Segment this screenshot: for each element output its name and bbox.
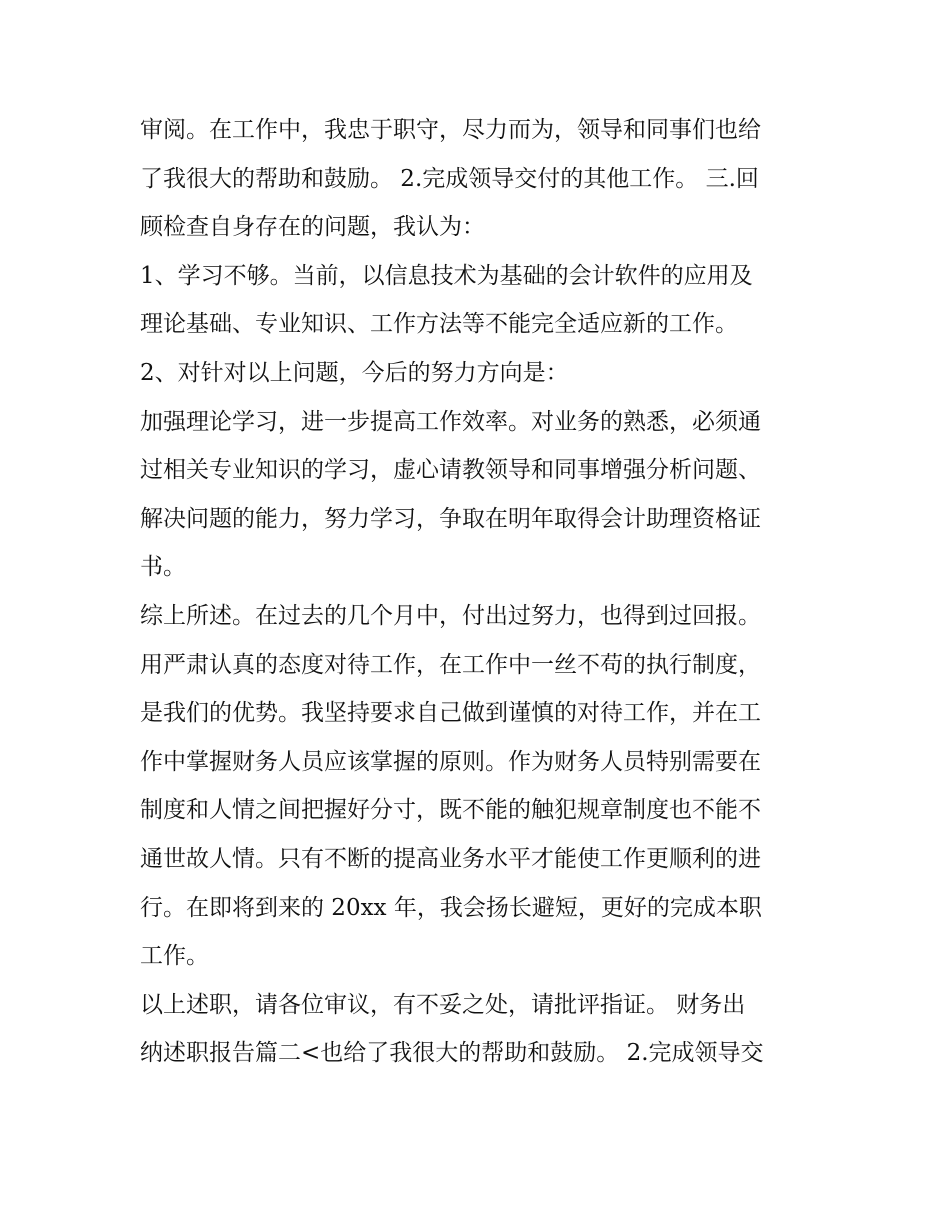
text-line: 解决问题的能力，努力学习，争取在明年取得会计助理资格证 [140,505,761,532]
text-line: 了我很大的帮助和鼓励。 2.完成领导交付的其他工作。 三.回 [140,165,759,192]
document-body [140,106,830,1078]
text-line: 纳述职报告篇二<也给了我很大的帮助和鼓励。 2.完成领导交 [140,1040,764,1067]
text-line: 理论基础、专业知识、工作方法等不能完全适应新的工作。 [140,311,738,338]
text-line: 过相关专业知识的学习，虚心请教领导和同事增强分析问题、 [140,457,761,484]
text-line: 1、学习不够。当前，以信息技术为基础的会计软件的应用及 [140,262,753,289]
text-line: 作中掌握财务人员应该掌握的原则。作为财务人员特别需要在 [140,748,761,775]
text-line: 加强理论学习，进一步提高工作效率。对业务的熟悉，必须通 [140,408,761,435]
text-line: 综上所述。在过去的几个月中，付出过努力，也得到过回报。 [140,602,761,629]
text-line: 以上述职，请各位审议，有不妥之处，请批评指证。 财务出 [140,991,746,1018]
text-line: 工作。 [140,943,209,970]
text-line: 顾检查自身存在的问题，我认为： [140,214,485,241]
text-line: 是我们的优势。我坚持要求自己做到谨慎的对待工作，并在工 [140,700,761,727]
text-line: 通世故人情。只有不断的提高业务水平才能使工作更顺利的进 [140,845,761,872]
text-line: 用严肃认真的态度对待工作，在工作中一丝不苟的执行制度， [140,651,761,678]
text-line: 审阅。在工作中，我忠于职守，尽力而为，领导和同事们也给 [140,117,761,143]
text-line: 书。 [140,554,186,581]
text-line: 制度和人情之间把握好分寸，既不能的触犯规章制度也不能不 [140,797,761,824]
text-line: 行。在即将到来的 20xx 年，我会扬长避短，更好的完成本职 [140,894,762,921]
text-line: 2、对针对以上问题，今后的努力方向是： [140,359,569,386]
